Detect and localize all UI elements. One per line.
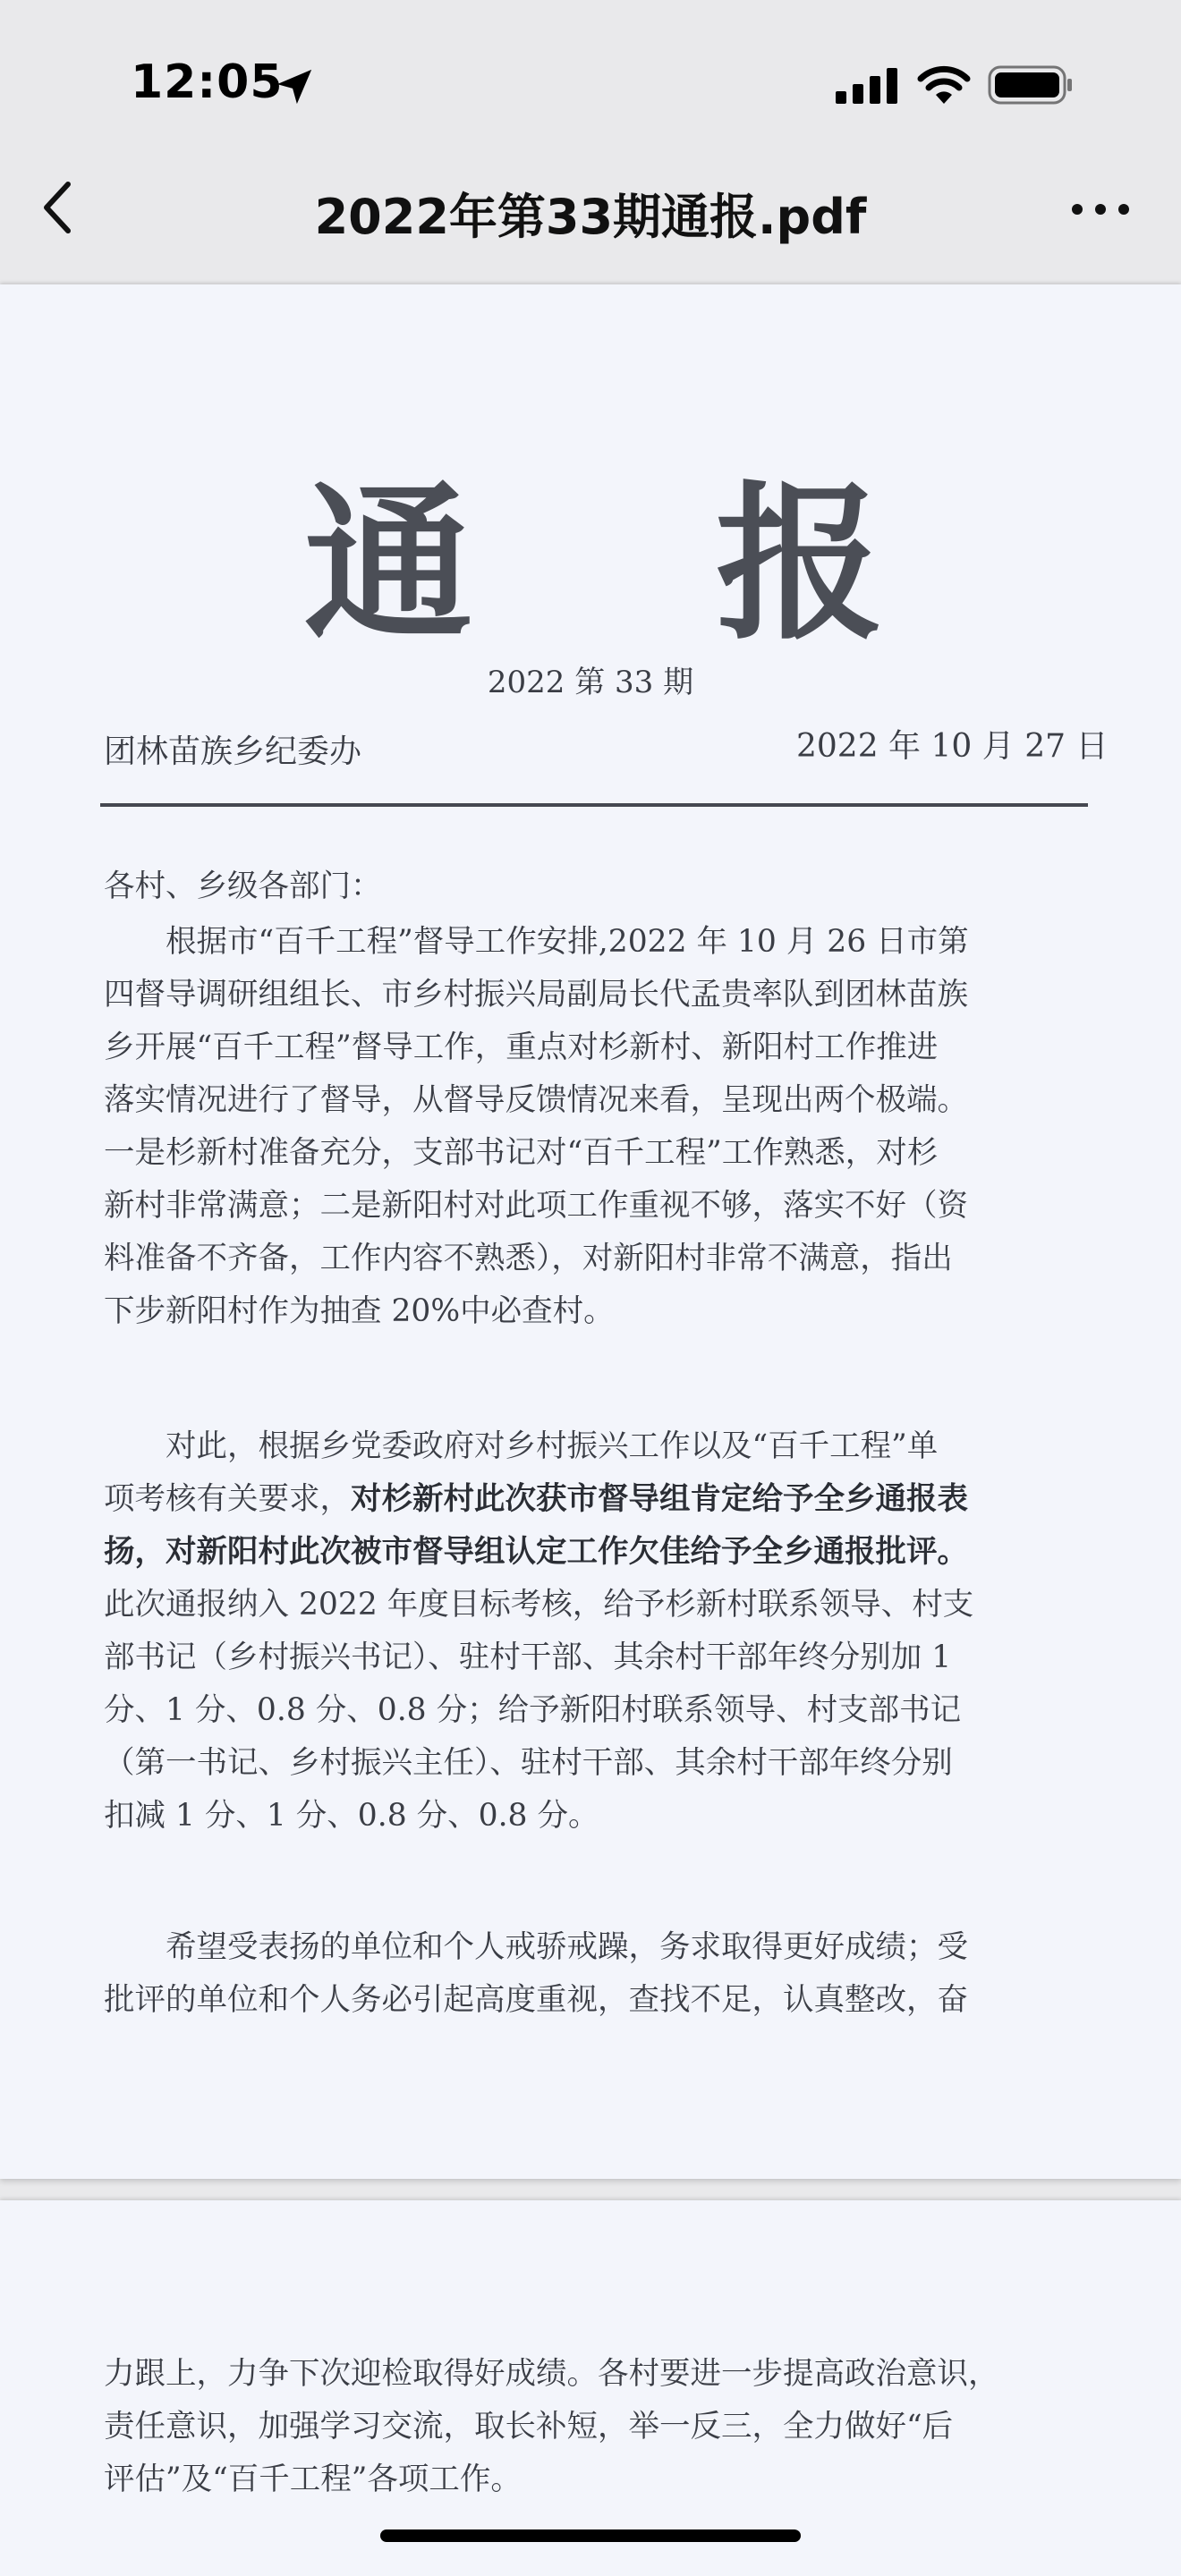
text-line: 料准备不齐备，工作内容不熟悉），对新阳村非常不满意，指出 — [104, 1241, 953, 1276]
paragraph-3 — [104, 1921, 1106, 2027]
text-line: 对此，根据乡党委政府对乡村振兴工作以及“百千工程”单 — [104, 1428, 939, 1464]
battery-icon — [988, 64, 1074, 106]
text-line: 项考核有关要求，对杉新村此次获市督导组肯定给予全乡通报表 — [104, 1481, 968, 1517]
document-title: 2022年第33期通报.pdf — [314, 189, 867, 245]
paragraph-2 — [104, 1420, 1106, 1843]
issue-number: 2022 第 33 期 — [487, 665, 694, 700]
header-divider — [100, 803, 1088, 807]
status-time: 12:05 — [131, 55, 284, 109]
home-indicator[interactable] — [380, 2529, 801, 2542]
text-line: （第一书记、乡村振兴主任）、驻村干部、其余村干部年终分别 — [104, 1745, 953, 1781]
text-line: 批评的单位和个人务必引起高度重视，查找不足，认真整改，奋 — [104, 1982, 968, 2018]
salutation: 各村、乡级各部门： — [104, 869, 382, 904]
text-line: 新村非常满意；二是新阳村对此项工作重视不够，落实不好（资 — [104, 1188, 968, 1224]
text-line: 希望受表扬的单位和个人戒骄戒躁，务求取得更好成绩；受 — [104, 1929, 968, 1965]
text-line: 评估”及“百千工程”各项工作。 — [104, 2462, 522, 2497]
text-line: 根据市“百千工程”督导工作安排,2022 年 10 月 26 日市第 — [104, 924, 969, 960]
text-line: 此次通报纳入 2022 年度目标考核，给予杉新村联系领导、村支 — [104, 1587, 974, 1623]
text-line: 力跟上，力争下次迎检取得好成绩。各村要进一步提高政治意识， — [104, 2356, 999, 2392]
cellular-signal-icon — [836, 68, 898, 104]
issue-date: 2022 年 10 月 27 日 — [796, 728, 1109, 765]
text-line: 部书记（乡村振兴书记）、驻村干部、其余村干部年终分别加 1 — [104, 1640, 952, 1675]
notice-heading — [304, 429, 895, 663]
bold-text-line: 扬，对新阳村此次被市督导组认定工作欠佳给予全乡通报批评。 — [104, 1534, 968, 1570]
heading-char-2: 报 — [716, 467, 884, 663]
more-options-icon[interactable] — [1070, 200, 1131, 218]
sender-office: 团林苗族乡纪委办 — [104, 733, 362, 770]
status-bar — [0, 0, 1181, 170]
text-line: 四督导调研组组长、市乡村振兴局副局长代孟贵率队到团林苗族 — [104, 977, 968, 1013]
paragraph-4 — [104, 2348, 1106, 2506]
text-line: 乡开展“百千工程”督导工作，重点对杉新村、新阳村工作推进 — [104, 1030, 939, 1065]
wifi-icon — [916, 63, 972, 106]
text-line: 下步新阳村作为抽查 20%中必查村。 — [104, 1293, 615, 1329]
paragraph-1 — [104, 916, 1106, 1338]
text-line: 一是杉新村准备充分，支部书记对“百千工程”工作熟悉，对杉 — [104, 1135, 939, 1171]
location-arrow-icon — [274, 66, 315, 107]
bold-text: 对杉新村此次获市督导组肯定给予全乡通报表 — [351, 1481, 968, 1517]
heading-char-1: 通 — [304, 467, 472, 663]
text-line: 分、1 分、0.8 分、0.8 分；给予新阳村联系领导、村支部书记 — [104, 1692, 962, 1728]
text-line: 责任意识，加强学习交流，取长补短，举一反三，全力做好“后 — [104, 2409, 954, 2445]
text-line: 落实情况进行了督导，从督导反馈情况来看，呈现出两个极端。 — [104, 1082, 968, 1118]
text-line: 扣减 1 分、1 分、0.8 分、0.8 分。 — [104, 1798, 599, 1834]
